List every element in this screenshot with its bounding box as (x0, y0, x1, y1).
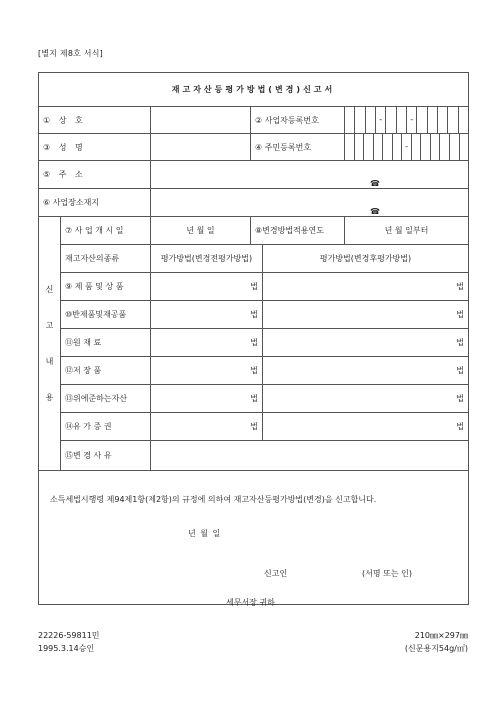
approval-date: 1995.3.14승인 (38, 644, 95, 653)
paper-type: (신문용지54g/㎡) (404, 644, 468, 653)
name-label: ③ 성 명 (39, 134, 151, 161)
item-label: ⑪원 재 료 (61, 329, 151, 357)
method-after-field[interactable]: 법 (263, 385, 469, 413)
form-code: 22226-59811민 (38, 631, 100, 640)
biz-reg-label: ② 사업자등록번호 (251, 107, 345, 134)
address-phone-mark[interactable]: ☎ (151, 161, 469, 189)
method-before-field[interactable]: 법 (151, 301, 263, 329)
method-after-header: 평가방법(변경후평가방법) (263, 245, 469, 273)
method-before-field[interactable]: 법 (151, 385, 263, 413)
item-label: ⑭유 가 증 권 (61, 413, 151, 441)
method-before-field[interactable]: 법 (151, 357, 263, 385)
declaration-date[interactable]: 년 월 일 (188, 529, 222, 538)
biz-reg-boxes[interactable]: - - (345, 107, 469, 134)
method-after-field[interactable]: 법 (263, 329, 469, 357)
method-after-field[interactable]: 법 (263, 413, 469, 441)
method-after-field[interactable]: 법 (263, 273, 469, 301)
reason-label: ⑮변 경 사 유 (61, 441, 151, 471)
resident-no-label: ④ 주민등록번호 (251, 134, 345, 161)
start-date-value[interactable]: 년 월 일 (151, 217, 251, 245)
start-date-label: ⑦ 사 업 개 시 일 (61, 217, 151, 245)
reason-field[interactable] (151, 441, 469, 471)
company-field[interactable] (151, 107, 251, 134)
name-field[interactable] (151, 134, 251, 161)
tax-office-addressee: 세무서장 귀하 (226, 598, 275, 607)
method-after-field[interactable]: 법 (263, 301, 469, 329)
applicant-label: 신고인 (264, 569, 288, 578)
workplace-label: ⑥ 사업장소재지 (39, 189, 151, 217)
resident-no-boxes[interactable]: - (345, 134, 469, 161)
method-before-header: 평가방법(변경전평가방법) (151, 245, 263, 273)
company-label: ① 상 호 (39, 107, 151, 134)
method-before-field[interactable]: 법 (151, 329, 263, 357)
paper-size: 210㎜×297㎜ (414, 631, 468, 640)
form-title: 재고자산등평가방법(변경)신고서 (39, 73, 469, 107)
change-year-label: ⑧변경방법적용연도 (251, 217, 345, 245)
item-label: ⑨ 제 품 및 상 품 (61, 273, 151, 301)
inventory-type-header: 재고자산의종류 (61, 245, 151, 273)
item-label: ⑫저 장 품 (61, 357, 151, 385)
report-form-table (38, 72, 469, 605)
method-before-field[interactable]: 법 (151, 413, 263, 441)
item-label: ⑩반제품및재공품 (61, 301, 151, 329)
declaration-text: 소득세법시행령 제94제1항(제2항)의 규정에 의하여 재고자산등평가방법(변경)을 신고합니다. (50, 495, 377, 504)
signature-label[interactable]: (서명 또는 인) (362, 569, 412, 578)
change-year-value[interactable]: 년 월 일부터 (345, 217, 469, 245)
form-label: [별지 제8호 서식] (38, 49, 103, 58)
report-content-side-label: 신 고 내 용 (39, 217, 61, 471)
declaration-section (39, 471, 469, 605)
item-label: ⑬위에준하는자산 (61, 385, 151, 413)
workplace-phone-mark[interactable]: ☎ (151, 189, 469, 217)
method-after-field[interactable]: 법 (263, 357, 469, 385)
address-label: ⑤ 주 소 (39, 161, 151, 189)
method-before-field[interactable]: 법 (151, 273, 263, 301)
